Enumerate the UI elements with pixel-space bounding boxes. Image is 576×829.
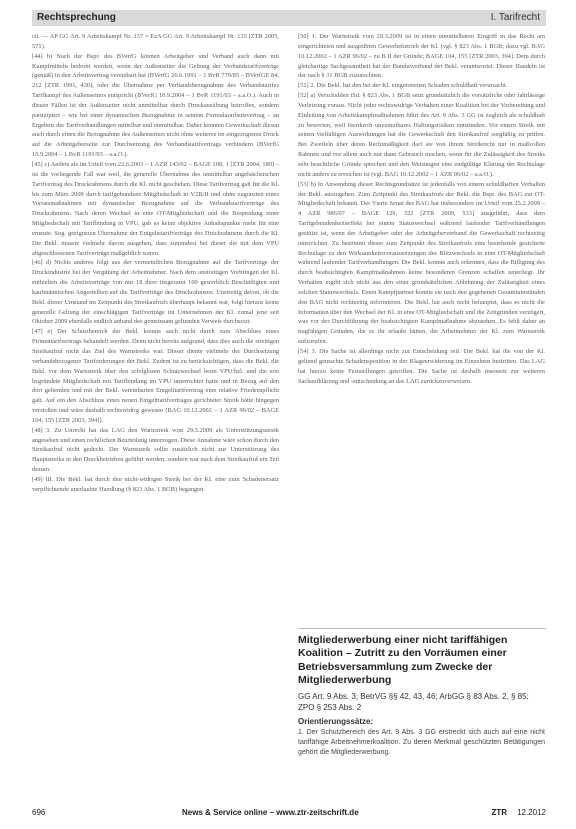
paragraph: [44] b) Nach der Bspr. des BVerfG können Arbeitgeber und Verband auch dann mit Kampfmitteln bedroht werden, wenn der Außenseiter die Geltung der Verbandstarifverträge (gemäß) in den Arbeitsvertrag vereinbart hat (BVerfG 26.6.1991 – 1 BvR 779/85 – BVerfGE 84, 212 [ZTR 1991, 430]; oder die Übernahme per Verbandsbezugnahme des Verbandstarifes Tarifkampf des Außenseiters entspricht (BVerfG 10.9.2004 – 1 BvR 1191/03 – a.a.O.). Auch in diesen Fällen ist der Außenseiter nicht unmittelbar durch Druckausübung betroffen, sondern partizipiert – wie bei einer dynamischen Bezugnahme in seinem Formulararbeitsvertrag – an Ergebnis der Tarifverhandlungen mittelbar und unmittelbar. Daher konnten Gewerkschaft diesen auch durch einen die Bezugnahme des Außenseiters nicht ohne weiteres im eingezogenen Druck auf die Arbeitgeberseite zur Durchsetzung des Verbandstarifvertrags verhindern (BVerfG 10.9.2004 – 1 BvR 1191/03 – a.a.O.). (32, 52, 279, 159)
paragraph: [53] b) In Anwendung dieser Rechtsgrundsätze ist jedenfalls von einem schuldhaften Verhalten der Bekl. auszugehen. Zum Zeitpunkt des Streikaufrufs der Bekl. die Bspr. des BAG zur OT-Mitgliedschaft bekannt. Der Vierte Senat des BAG hat insbesondere im Urteil vom 25.2.2009 – 4 AZR 986/07 – BAGE 129, 322 [ZTR 2009, 533] ausgeführt, dass dem Tarifgebundenheitseffekt bei einem Statuswechsel während laufender Tarifverhandlungen gestützt ist, wenn der Arbeitgeber oder der Arbeitgeberverband die Gewerkschaft rechtzeitig unterrichtet. Zu bestimmt dieser zum Zeitpunkt des Streikaufrufs eine bestehende gesicherte Rechtslage zu den Wirksamkeitsvoraussetzungen des Blitzwechsels in eine OT-Mitgliedschaft während laufender Tarifverhandlungen. Die Bekl. konnte auch erkennen, dass die Billigung des durch beabsichtigten Kampfmaßnahmen keine besonderen Grenzen schaffen unterliegt. Ihr Verhalten ergibt sich nicht aus den einer grundsätzlichen Ablehnung der Zulässigkeit eines solchen Statuswechsels. Einen Kampfpartner konnte sie nach den gegebenen Gesamtumständen den BAG nicht rechtzeitig informieren. Die Bekl. hat auch nicht behauptet, dass es nicht die Information über den Wechsel der Kl. in eine OT-Mitgliedschaft und die Zeitgründen verzögert, was vor der Durchführung der beabsichtigten Kampfmaßnahme abzusehen. Es fehlt daher an tragfähigen Gründen, die es ihr erlaubt hätten, die Arbeitnehmer der Kl. zum Warnstreik aufzurufen. (298, 180, 545, 346)
guiding-principle: 1. Der Schutzbereich des Art. 9 Abs. 3 GG erstreckt sich auch auf eine nicht tariffähige Arbeitnehmerkoalition. Zu deren Merkmal geschützten Betätigungen gehört die Mitgliederwerbung. (298, 729, 545, 757)
norm-references: GG Art. 9 Abs. 3; BetrVG §§ 42, 43, 46; ArbGG § 83 Abs. 2, § 85; ZPO § 253 Abs. 2 (298, 692, 529, 713)
paragraph: cit. — AP GG Art. 9 Arbeitskampf Nr. 137 = EzA GG Art. 9 Arbeitskampf Nr. 135 (ZTR 2005, 571). (32, 33, 279, 50)
section-title: Rechtsprechung (37, 12, 116, 23)
paragraph: [54] 3. Die Sache ist allerdings nicht zur Entscheidung reif. Die Bekl. hat die von der Kl. geltend gemachte Schadensposition in der Klageerwiderung im Einzelnen bestritten. Das LAG hat hierzu keine Feststellungen getroffen. Die Sache ist deshalb insoweit zur weiteren Sachaufklärung und -entscheidung an das LAG zurückzuverweisen. (298, 348, 545, 385)
paragraph: [49] III. Die Bekl. hat durch den nicht-widrigen Streik bei der Kl. eine zum Schadenersatz verpflichtende unerlaubte Handlung (§ 823 Abs. 1 BGB) begangen. (32, 475, 279, 493)
guiding-principles-heading: Orientierungssätze: (298, 717, 374, 727)
paragraph: [51] 2. Die Bekl. hat den bei der Kl. eingetretenen Schaden schuldhaft verursacht. (298, 82, 508, 90)
page-footer (32, 808, 546, 820)
case-title: Mitgliederwerbung einer nicht tariffähigen Koalition – Zutritt zu den Vorräumen einer Betriebsversammlung zum Zwecke der Mitgliederwerbung (298, 634, 508, 686)
page-number: 696 (32, 808, 46, 817)
right-column (298, 32, 545, 386)
footer-issue (492, 808, 546, 817)
paragraph: [52] a) Verschulden iSd. § 823 Abs. 1 BGB setzt grundsätzlich die vorsätzliche oder fahrlässige Verletzung voraus. Nicht jeder rechtswidrige Verhalten einer Koalition bei der Vorbereitung und Einleitung von Arbeitskampfmaßnahmen führt des Art. 9 Abs. 3 GG ist zugleich als schuldhaft zu bewerten, weil hierdurch unzumutbares Haftungsrisiken entstünden. Vor einem Streik mit seinen vielfältigen Auswirkungen hat die Gewerkschaft den Streikaufruf sorgfältig zu prüfen. Bei Zweifeln über deren Rechtmäßigkeit darf sie von ihrem Streikrecht nur in maßvollen Rahmen und vor allem auch nur dann Gebrauch machen, wenn für die Zulässigkeit des Streiks sehr beachtliche Gründe sprechen und den Weisungen eine endgültige Klärung der Rechtslage nicht anders zu erreichen ist (vgl. BAG 10.12.2002 – 1 AZR 96/02 – a.a.O.). (298, 92, 545, 178)
paragraph: [48] 3. Zu Unrecht hat das LAG den Warnstreik vom 29.3.2009 als Unterstützungsstreik angesehen und einen rechtlichen Beurteilung unterzogen. Diese Annahme wäre schon durch den Streikaufruf nicht gedeckt. Der Warnstreik sollte zusätzlich nicht zur Unterstützung des Hauptstreiks in den Druckbetrieben geführt werden, sondern war nach dem Streikaufruf ein Teil dessen. (32, 426, 279, 474)
case-block (298, 634, 545, 758)
chapter-title: I. Tarifrecht (490, 12, 540, 23)
paragraph: [46] d) Nichts anderes folgt aus der vermeintlichen Bezugnahme auf die Tarifverträge der Druckindustrie bei der Vergütung der Arbeitnehmer. Nach dem unstreitigen Vorbringen der Kl. enthielten die Arbeitsverträge von nur 18 ihrer insgesamt 100 gewerblich Beschäftigten und kaufmännischen Angestellten auf die Tarifverträge des Druckrahmens. Unstreitig davon, ob die Bekl. dieser Umstand im Zeitpunkt des Streikaufrufs überhaupt bekannt war, folgt hieraus keine generelle Geltung der einschlägigen Tarifverträge im Unternehmen der Kl. zumal jene seit Oktober 2009 ebenfalls endlich anhand des gemeinsam geltenden Verweis durchsetzt. (32, 259, 279, 326)
left-column (32, 32, 279, 495)
issue-number: 12.2012 (517, 808, 546, 817)
journal-abbreviation: ZTR (491, 808, 508, 817)
section-divider (298, 628, 546, 629)
paragraph: [50] 1. Der Warnstreik vom 29.3.2009 ist in einen unmittelbaren Eingriff in das Recht am eingerichteten und ausgeübten Gewerbebetrieb der Kl. (vgl. § 823 Abs. 1 BGB; dazu vgl. BAG 10.12.2002 – 1 AZR 96/02 – zu B II der Gründe; BAGE 104, 155 [ZTR 2003, 394]. Dem durch gleichartige Sachgesamtheit hat der Bundesverband der Bekl. verantwortet. Dieser Handeln ist der nach § 31 BGB zuzurechnen. (298, 33, 545, 80)
paragraph: [45] c) Anders als im Urteil vom 22.6.2003 – 1 AZR 143/02 – BAGE 108, 1 [ZTR 2004, 189] – ist die vorliegende Fall war weil, die generelle Übernahme des unmittelbar angelsächsischen Tarifvertrag des Druckrahmens durch die Kl. nicht geschehen. Diese Tarifvertrag galt für die Kl. bis zum März 2009 durch tarifgebundene Mitgliedschaft in V2B/II und ohne zugunsten eines Vorratsmaßnahmen mit dynamischer Bezugnahme auf die Verbandstarifverträge des Druckrahmens. Nach deren Wechsel in eine OT-Mitgliedschaft und die Bespredung einer Mitgliedschaft mit Tarifbindung in VPU, gab es keine objektive Anhaltspunkte mehr für eine erneute. Sog. geeigneten Übernahme der Entgeltstarifverträge des Druckrahmens durch die Kl. Die Bekl. musste vielmehr davon ausgehen, dass zumindest bei dieser die mit dem VPU abgeschlossenen Tarifverträge maßgeblich waren. (32, 160, 279, 257)
paragraph: [47] e) Der Schutzbereich der Bekl. konnte auch nicht durch zum Abschluss eines Firmentarifvertrags behandelt werden. Denn nicht bereits aufgrund, dass dies auch die streitigen Streikaufruf nicht das Ziel des Warnstreiks war. Dieser diente vielmehr der Durchsetzung verbandsbezogener Tariforderungen der Bekl. Zudem ist zu berücksichtigen, dass die Bekl. die Bekl. vor dem Warnstreik über den erfolglosen Schutzwechsel beim VPU/bzl. und die erst begründete Mitgliedschaft mit Tarifbindung im VPU unterrichtet hatte und in Bezug auf den dort geltenden und mit der Bekl. vereinbarten Entgelttarifvertrag eine relative Friedenspflicht galt. Auf ein den Abschluss eines neuen Entgelttarifvertrages gerichteter Streik hätte hingegen verstoßen und wäre deshalb rechtswidrig gewesen (BAG 10.12.2002 – 1 AZR 96/02 – BAGE 104, 155 [ZTR 2003, 394]). (32, 328, 279, 424)
running-header (32, 10, 546, 26)
footer-website: News & Service online – www.ztr-zeitschrift.de (182, 808, 359, 817)
